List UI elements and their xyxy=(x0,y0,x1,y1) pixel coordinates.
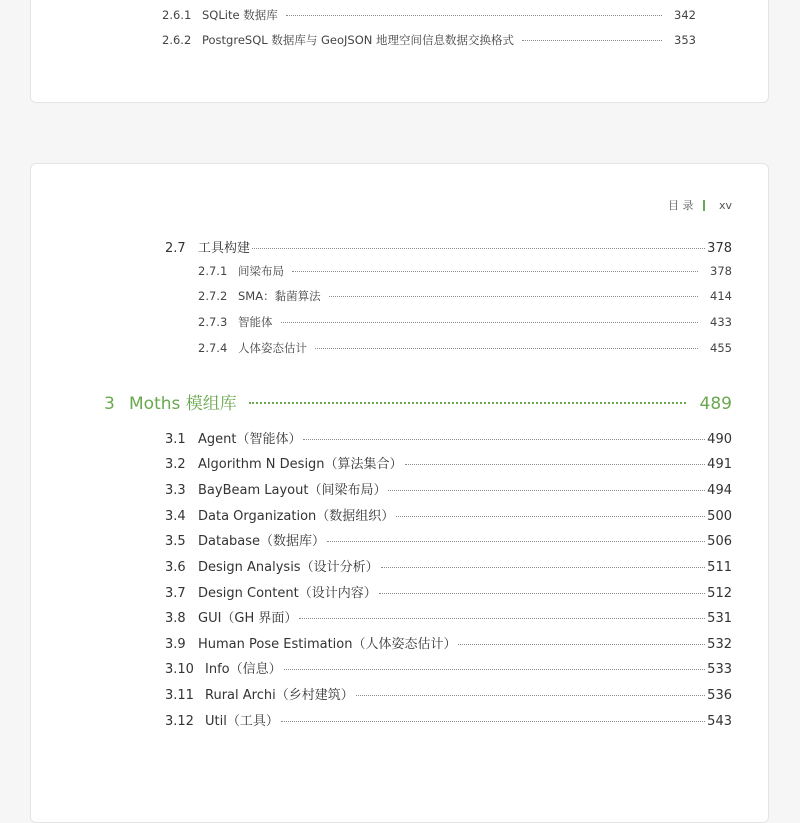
entry-title: 工具构建 xyxy=(198,241,251,256)
entry-title: 间梁布局 xyxy=(238,264,284,278)
dot-leader xyxy=(315,348,698,349)
entry-title: SMA：黏菌算法 xyxy=(238,289,321,303)
running-head-divider xyxy=(703,200,705,211)
dot-leader xyxy=(379,593,705,594)
entry-page: 378 xyxy=(707,241,732,256)
entry-page: 543 xyxy=(707,714,732,729)
chapter-number: 3 xyxy=(104,394,115,414)
chapter-title: Moths 模组库 xyxy=(129,394,237,414)
entry-title: Database（数据库） xyxy=(198,534,326,549)
toc-entry-3-7[interactable] xyxy=(165,582,732,601)
entry-number: 3.12 xyxy=(165,714,194,729)
entry-title: PostgreSQL 数据库与 GeoJSON 地理空间信息数据交换格式 xyxy=(202,33,515,47)
toc-entry-3-6[interactable] xyxy=(165,556,732,575)
entry-page: 433 xyxy=(710,315,732,329)
toc-entry-2-6-2[interactable] xyxy=(162,32,696,48)
entry-number: 3.6 xyxy=(165,560,186,575)
toc-entry-3-3[interactable] xyxy=(165,479,732,498)
entry-page: 491 xyxy=(707,457,732,472)
entry-number: 3.1 xyxy=(165,432,186,447)
entry-page: 506 xyxy=(707,534,732,549)
entry-page: 500 xyxy=(707,509,732,524)
entry-title: 人体姿态估计 xyxy=(238,341,307,355)
toc-entry-2-6-1[interactable] xyxy=(162,7,696,23)
toc-entry-2-7-3[interactable] xyxy=(198,314,732,330)
dot-leader xyxy=(281,322,699,323)
entry-number: 3.8 xyxy=(165,611,186,626)
dot-leader xyxy=(388,490,705,491)
entry-title: Algorithm N Design（算法集合） xyxy=(198,457,403,472)
entry-page: 533 xyxy=(707,662,732,677)
running-head-label: 目 录 xyxy=(667,199,694,212)
toc-entry-2-7-4[interactable] xyxy=(198,340,732,356)
toc-entry-2-7-1[interactable] xyxy=(198,263,732,279)
entry-number: 3.7 xyxy=(165,586,186,601)
toc-entry-3-11[interactable] xyxy=(165,684,732,703)
entry-number: 3.2 xyxy=(165,457,186,472)
dot-leader xyxy=(522,40,662,41)
entry-number: 2.7.3 xyxy=(198,315,228,329)
entry-title: SQLite 数据库 xyxy=(202,8,278,22)
entry-title: Design Content（设计内容） xyxy=(198,586,377,601)
previous-page xyxy=(30,0,769,103)
entry-page: 531 xyxy=(707,611,732,626)
dot-leader xyxy=(252,248,705,249)
toc-entry-3-9[interactable] xyxy=(165,633,732,652)
entry-number: 3.10 xyxy=(165,662,194,677)
entry-title: 智能体 xyxy=(238,315,273,329)
entry-number: 2.7.4 xyxy=(198,341,228,355)
toc-page xyxy=(30,163,769,823)
dot-leader xyxy=(329,296,698,297)
toc-entry-3-10[interactable] xyxy=(165,658,732,677)
entry-page: 511 xyxy=(707,560,732,575)
dot-leader xyxy=(286,15,662,16)
entry-page: 490 xyxy=(707,432,732,447)
entry-page: 512 xyxy=(707,586,732,601)
toc-entry-3-4[interactable] xyxy=(165,505,732,524)
entry-page: 414 xyxy=(710,289,732,303)
dot-leader xyxy=(281,721,705,722)
entry-title: BayBeam Layout（间梁布局） xyxy=(198,483,387,498)
entry-title: Util（工具） xyxy=(205,714,279,729)
entry-page: 455 xyxy=(710,341,732,355)
entry-number: 3.3 xyxy=(165,483,186,498)
dot-leader xyxy=(299,618,705,619)
dot-leader xyxy=(381,567,706,568)
dot-leader xyxy=(356,695,705,696)
running-head xyxy=(668,197,732,213)
entry-page: 536 xyxy=(707,688,732,703)
dot-leader xyxy=(284,669,706,670)
entry-number: 3.5 xyxy=(165,534,186,549)
entry-number: 2.6.1 xyxy=(162,8,192,22)
toc-entry-3-1[interactable] xyxy=(165,428,732,447)
dot-leader xyxy=(405,464,706,465)
entry-title: Agent（智能体） xyxy=(198,432,302,447)
entry-title: GUI（GH 界面） xyxy=(198,611,298,626)
entry-page: 378 xyxy=(710,264,732,278)
entry-title: Human Pose Estimation（人体姿态估计） xyxy=(198,637,457,652)
toc-entry-3-5[interactable] xyxy=(165,530,732,549)
entry-page: 532 xyxy=(707,637,732,652)
entry-title: Data Organization（数据组织） xyxy=(198,509,395,524)
chapter-page: 489 xyxy=(699,394,732,414)
dot-leader xyxy=(396,516,705,517)
entry-number: 2.7.2 xyxy=(198,289,228,303)
entry-page: 342 xyxy=(674,8,696,22)
entry-title: Design Analysis（设计分析） xyxy=(198,560,379,575)
toc-entry-3-12[interactable] xyxy=(165,710,732,729)
entry-page: 494 xyxy=(707,483,732,498)
dot-leader xyxy=(327,541,705,542)
toc-chapter-3[interactable] xyxy=(104,389,732,414)
dot-leader xyxy=(458,644,705,645)
dot-leader xyxy=(249,402,686,404)
entry-number: 2.7 xyxy=(165,241,186,256)
toc-entry-2-7-2[interactable] xyxy=(198,288,732,304)
entry-number: 3.9 xyxy=(165,637,186,652)
entry-number: 3.4 xyxy=(165,509,186,524)
dot-leader xyxy=(292,271,698,272)
toc-entry-3-2[interactable] xyxy=(165,453,732,472)
toc-entry-3-8[interactable] xyxy=(165,607,732,626)
toc-entry-2-7[interactable] xyxy=(165,237,732,256)
dot-leader xyxy=(303,439,705,440)
entry-title: Rural Archi（乡村建筑） xyxy=(205,688,354,703)
running-head-page: xv xyxy=(718,198,732,212)
entry-number: 2.7.1 xyxy=(198,264,228,278)
entry-title: Info（信息） xyxy=(205,662,282,677)
entry-number: 2.6.2 xyxy=(162,33,192,47)
entry-page: 353 xyxy=(674,33,696,47)
entry-number: 3.11 xyxy=(165,688,194,703)
